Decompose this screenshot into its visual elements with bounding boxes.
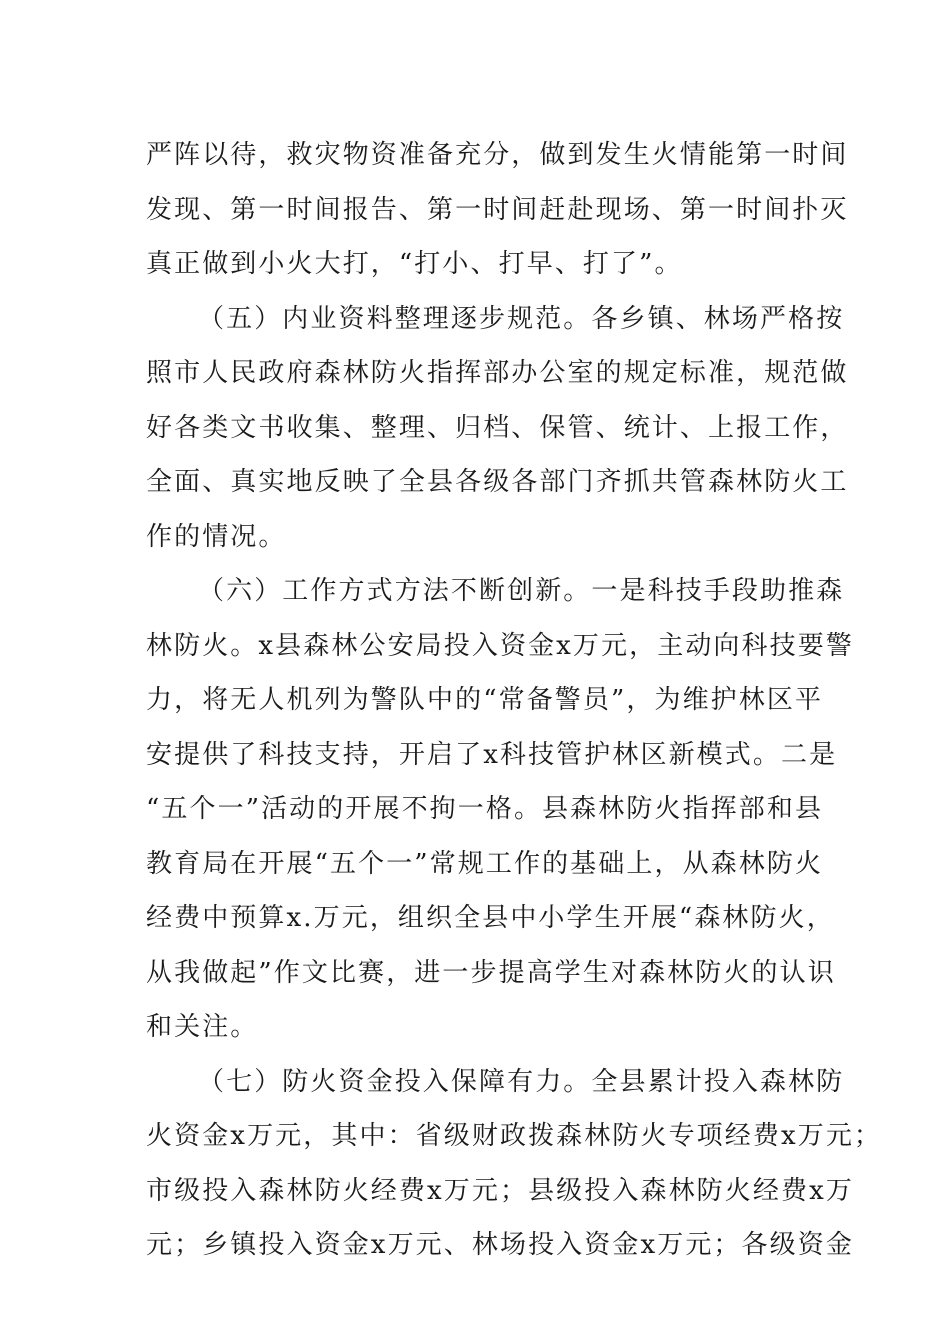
text-line: 火资金x万元，其中：省级财政拨森林防火专项经费x万元； — [146, 1121, 883, 1151]
text-line: 林防火。x县森林公安局投入资金x万元，主动向科技要警 — [146, 630, 854, 661]
text-line: （六）工作方式方法不断创新。一是科技手段助推森 — [198, 576, 845, 606]
text-line: （五）内业资料整理逐步规范。各乡镇、林场严格按 — [198, 303, 845, 334]
text-line: 照市人民政府森林防火指挥部办公室的规定标准，规范做 — [146, 358, 849, 388]
text-line: 经费中预算x.万元，组织全县中小学生开展“森林防火， — [146, 903, 835, 933]
text-line: 安提供了科技支持，开启了x科技管护林区新模式。二是 — [146, 739, 838, 770]
paragraph-section-7 — [146, 1055, 883, 1273]
text-line: 作的情况。 — [146, 521, 287, 552]
text-line: 全面、真实地反映了全县各级各部门齐抓共管森林防火工 — [146, 467, 849, 497]
document-body — [146, 128, 883, 1273]
text-line: （七）防火资金投入保障有力。全县累计投入森林防 — [198, 1066, 845, 1097]
text-line: “五个一”活动的开展不拘一格。县森林防火指挥部和县 — [146, 794, 824, 824]
paragraph-section-5 — [146, 292, 849, 565]
paragraph-section-6 — [146, 564, 854, 1055]
text-line: 教育局在开展“五个一”常规工作的基础上，从森林防火 — [146, 848, 824, 879]
text-line: 从我做起”作文比赛，进一步提高学生对森林防火的认识 — [146, 957, 836, 988]
text-line: 严阵以待，救灾物资准备充分，做到发生火情能第一时间 — [146, 140, 849, 170]
text-line: 真正做到小火大打，“打小、打早、打了”。 — [146, 249, 683, 279]
text-line: 发现、第一时间报告、第一时间赶赴现场、第一时间扑灭 — [146, 194, 849, 225]
paragraph-continuation — [146, 128, 849, 292]
text-line: 力，将无人机列为警队中的“常备警员”，为维护林区平 — [146, 685, 824, 715]
text-line: 市级投入森林防火经费x万元；县级投入森林防火经费x万 — [146, 1175, 854, 1206]
text-line: 好各类文书收集、整理、归档、保管、统计、上报工作， — [146, 412, 849, 443]
text-line: 和关注。 — [146, 1012, 259, 1042]
text-line: 元；乡镇投入资金x万元、林场投入资金x万元；各级资金 — [146, 1230, 854, 1260]
